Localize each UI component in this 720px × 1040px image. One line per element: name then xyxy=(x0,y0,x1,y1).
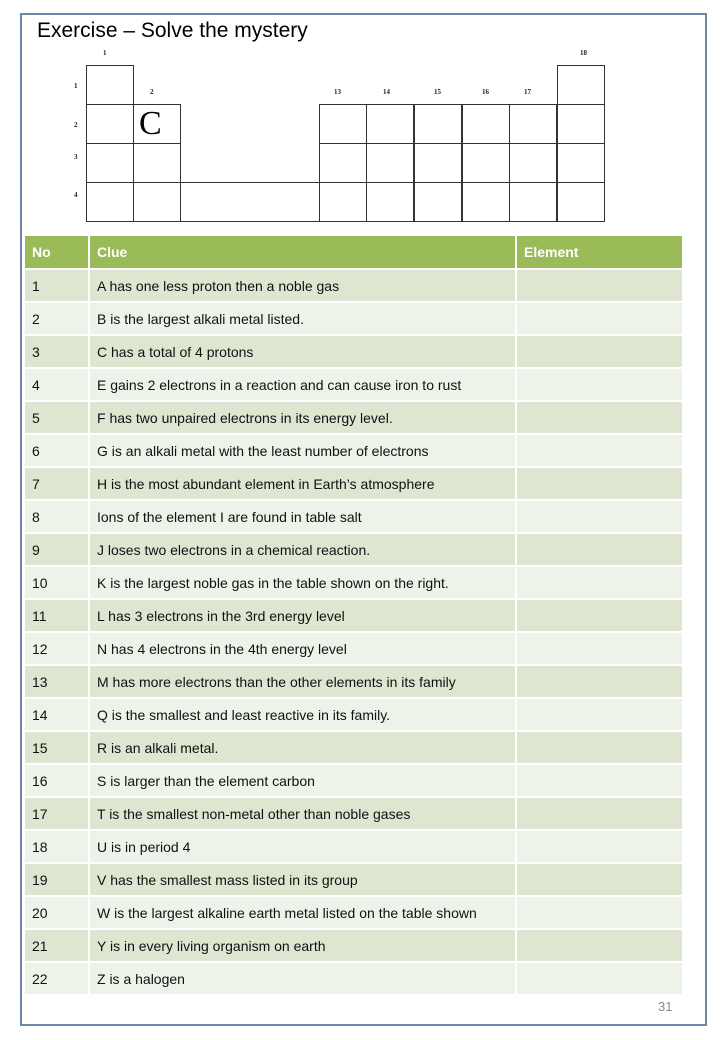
row-clue: F has two unpaired electrons in its energy level. xyxy=(89,401,516,434)
group-label: 15 xyxy=(434,88,441,96)
group-label: 18 xyxy=(580,49,587,57)
table-row xyxy=(25,863,682,896)
page-title: Exercise – Solve the mystery xyxy=(37,19,308,42)
header-clue: Clue xyxy=(89,236,516,269)
period-label: 3 xyxy=(74,153,78,161)
clue-table xyxy=(25,236,682,994)
element-cell xyxy=(86,143,134,183)
row-clue: N has 4 electrons in the 4th energy level xyxy=(89,632,516,665)
element-cell xyxy=(133,182,181,222)
row-clue: J loses two electrons in a chemical reaction. xyxy=(89,533,516,566)
table-row xyxy=(25,401,682,434)
header-element: Element xyxy=(516,236,682,269)
table-row xyxy=(25,797,682,830)
group-label: 14 xyxy=(383,88,390,96)
element-cell xyxy=(366,143,414,183)
group-label: 2 xyxy=(150,88,154,96)
row-clue: Z is a halogen xyxy=(89,962,516,994)
period-label: 2 xyxy=(74,121,78,129)
row-number: 17 xyxy=(25,797,89,830)
element-answer-cell[interactable] xyxy=(516,368,682,401)
period-label: 1 xyxy=(74,82,78,90)
row-clue: M has more electrons than the other elements in its family xyxy=(89,665,516,698)
element-cell xyxy=(557,104,605,144)
element-cell xyxy=(414,182,462,222)
period-label: 4 xyxy=(74,191,78,199)
row-clue: L has 3 electrons in the 3rd energy level xyxy=(89,599,516,632)
row-number: 19 xyxy=(25,863,89,896)
element-cell xyxy=(414,143,462,183)
row-number: 4 xyxy=(25,368,89,401)
element-answer-cell[interactable] xyxy=(516,863,682,896)
element-cell xyxy=(509,143,557,183)
group-label: 13 xyxy=(334,88,341,96)
element-cell xyxy=(414,104,462,144)
element-answer-cell[interactable] xyxy=(516,830,682,863)
table-row xyxy=(25,830,682,863)
element-cell xyxy=(462,143,510,183)
element-cell xyxy=(86,65,134,105)
element-cell xyxy=(86,104,134,144)
row-clue: H is the most abundant element in Earth’s atmosphere xyxy=(89,467,516,500)
row-clue: R is an alkali metal. xyxy=(89,731,516,764)
page-number: 31 xyxy=(658,999,673,1014)
element-cell xyxy=(557,182,605,222)
element-cell xyxy=(557,65,605,105)
row-clue: W is the largest alkaline earth metal listed on the table shown xyxy=(89,896,516,929)
table-row xyxy=(25,335,682,368)
table-row xyxy=(25,731,682,764)
table-row xyxy=(25,665,682,698)
table-row xyxy=(25,500,682,533)
table-row xyxy=(25,896,682,929)
element-answer-cell[interactable] xyxy=(516,500,682,533)
row-number: 18 xyxy=(25,830,89,863)
element-answer-cell[interactable] xyxy=(516,764,682,797)
element-cell xyxy=(319,182,367,222)
header-no: No xyxy=(25,236,89,269)
row-clue: S is larger than the element carbon xyxy=(89,764,516,797)
element-cell xyxy=(509,104,557,144)
element-answer-cell[interactable] xyxy=(516,599,682,632)
row-clue: E gains 2 electrons in a reaction and can cause iron to rust xyxy=(89,368,516,401)
element-cell xyxy=(557,143,605,183)
element-answer-cell[interactable] xyxy=(516,335,682,368)
row-number: 9 xyxy=(25,533,89,566)
table-row xyxy=(25,302,682,335)
row-number: 16 xyxy=(25,764,89,797)
row-number: 11 xyxy=(25,599,89,632)
row-number: 1 xyxy=(25,269,89,302)
element-answer-cell[interactable] xyxy=(516,731,682,764)
row-number: 15 xyxy=(25,731,89,764)
row-clue: U is in period 4 xyxy=(89,830,516,863)
table-row xyxy=(25,533,682,566)
element-answer-cell[interactable] xyxy=(516,467,682,500)
row-number: 7 xyxy=(25,467,89,500)
table-row xyxy=(25,764,682,797)
row-clue: A has one less proton then a noble gas xyxy=(89,269,516,302)
group-label: 16 xyxy=(482,88,489,96)
element-answer-cell[interactable] xyxy=(516,269,682,302)
row-clue: Y is in every living organism on earth xyxy=(89,929,516,962)
row-number: 12 xyxy=(25,632,89,665)
group-label: 17 xyxy=(524,88,531,96)
element-cell xyxy=(462,104,510,144)
table-row xyxy=(25,962,682,994)
table-row xyxy=(25,698,682,731)
element-answer-cell[interactable] xyxy=(516,797,682,830)
row-clue: K is the largest noble gas in the table shown on the right. xyxy=(89,566,516,599)
row-number: 6 xyxy=(25,434,89,467)
row-number: 21 xyxy=(25,929,89,962)
table-row xyxy=(25,467,682,500)
row-clue: C has a total of 4 protons xyxy=(89,335,516,368)
table-row xyxy=(25,368,682,401)
element-answer-cell[interactable] xyxy=(516,533,682,566)
element-answer-cell[interactable] xyxy=(516,566,682,599)
row-number: 20 xyxy=(25,896,89,929)
row-number: 3 xyxy=(25,335,89,368)
table-row xyxy=(25,269,682,302)
element-cell xyxy=(462,182,510,222)
row-number: 13 xyxy=(25,665,89,698)
element-cell xyxy=(366,104,414,144)
element-cell xyxy=(319,143,367,183)
row-number: 10 xyxy=(25,566,89,599)
element-answer-cell[interactable] xyxy=(516,434,682,467)
row-clue: B is the largest alkali metal listed. xyxy=(89,302,516,335)
row-number: 8 xyxy=(25,500,89,533)
row-number: 14 xyxy=(25,698,89,731)
row-clue: G is an alkali metal with the least number of electrons xyxy=(89,434,516,467)
row-clue: T is the smallest non-metal other than noble gases xyxy=(89,797,516,830)
element-answer-cell[interactable] xyxy=(516,698,682,731)
row-clue: Q is the smallest and least reactive in its family. xyxy=(89,698,516,731)
element-answer-cell[interactable] xyxy=(516,302,682,335)
element-answer-cell[interactable] xyxy=(516,665,682,698)
element-cell xyxy=(133,143,181,183)
row-clue: Ions of the element I are found in table salt xyxy=(89,500,516,533)
element-answer-cell[interactable] xyxy=(516,929,682,962)
table-row xyxy=(25,632,682,665)
row-number: 2 xyxy=(25,302,89,335)
table-row xyxy=(25,434,682,467)
periodic-table-diagram xyxy=(0,0,720,230)
element-cell xyxy=(366,182,414,222)
table-row xyxy=(25,599,682,632)
row-number: 5 xyxy=(25,401,89,434)
group-label: 1 xyxy=(103,49,107,57)
element-answer-cell[interactable] xyxy=(516,896,682,929)
table-row xyxy=(25,566,682,599)
filled-cell-letter: C xyxy=(139,105,162,142)
row-number: 22 xyxy=(25,962,89,994)
element-answer-cell[interactable] xyxy=(516,401,682,434)
table-header-row xyxy=(25,236,682,269)
element-answer-cell[interactable] xyxy=(516,962,682,994)
table-row xyxy=(25,929,682,962)
element-answer-cell[interactable] xyxy=(516,632,682,665)
element-cell xyxy=(319,104,367,144)
element-cell xyxy=(509,182,557,222)
transition-gap xyxy=(180,182,320,222)
row-clue: V has the smallest mass listed in its group xyxy=(89,863,516,896)
element-cell xyxy=(86,182,134,222)
